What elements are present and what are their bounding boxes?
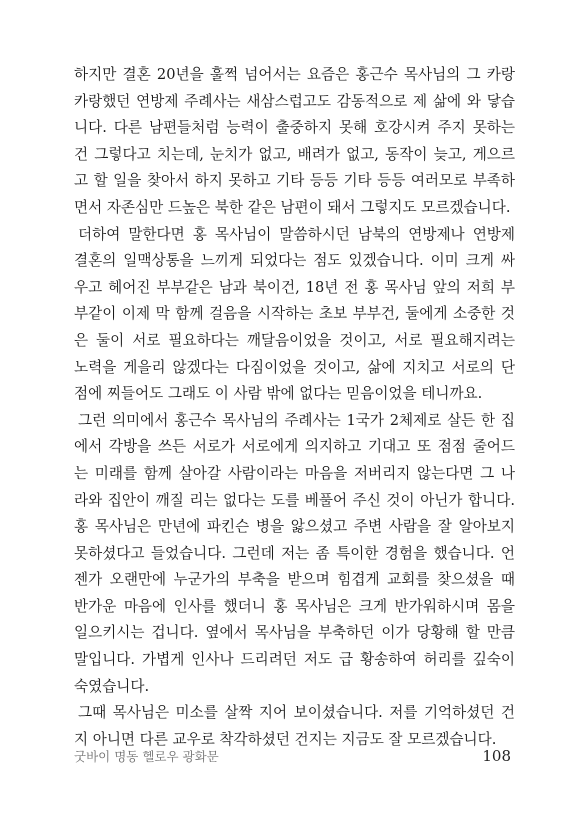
text-line: 은 둘이 서로 필요하다는 깨달음이었을 것이고, 서로 필요해지려는 [74, 331, 515, 349]
text-line: 우고 헤어진 부부같은 남과 북이건, 18년 전 홍 목사님 앞의 저희 부 [74, 278, 515, 296]
text-line: 건 그렇다고 치는데, 눈치가 없고, 배려가 없고, 동작이 늦고, 게으르 [74, 145, 515, 163]
text-line: 는 미래를 함께 살아갈 사람이라는 마음을 저버리지 않는다면 그 나 [74, 464, 515, 482]
text-line: 그런 의미에서 홍근수 목사님의 주례사는 1국가 2체제로 살든 한 집 [78, 411, 515, 429]
text-line: 에서 각방을 쓰든 서로가 서로에게 의지하고 기대고 또 점점 줄어드 [74, 438, 515, 456]
text-line: 반가운 마음에 인사를 했더니 홍 목사님은 크게 반가워하시며 몸을 [74, 597, 515, 615]
text-line: 결혼의 일맥상통을 느끼게 되었다는 점도 있겠습니다. 이미 크게 싸 [74, 252, 515, 270]
text-line: 점에 찌들어도 그래도 이 사람 밖에 없다는 믿음이었을 테니까요. [74, 385, 483, 403]
text-line: 고 할 일을 찾아서 하지 못하고 기타 등등 기타 등등 여러모로 부족하 [74, 172, 515, 190]
text-line: 더하여 말한다면 홍 목사님이 말씀하시던 남북의 연방제나 연방제 [78, 225, 515, 243]
page-footer [74, 747, 511, 765]
text-line: 지 아니면 다른 교우로 착각하셨던 건지는 지금도 잘 모르겠습니다. [74, 730, 497, 748]
text-line: 라와 집안이 깨질 리는 없다는 도를 베풀어 주신 것이 아닌가 합니다. [74, 491, 515, 509]
text-line: 부같이 이제 막 함께 걸음을 시작하는 초보 부부건, 둘에게 소중한 것 [74, 305, 515, 323]
text-line: 일으키시는 겁니다. 옆에서 목사님을 부축하던 이가 당황해 할 만큼 [74, 624, 515, 642]
text-line: 면서 자존심만 드높은 북한 같은 남편이 돼서 그렇지도 모르겠습니다. [74, 198, 511, 216]
text-line: 그때 목사님은 미소를 살짝 지어 보이셨습니다. 저를 기억하셨던 건 [78, 704, 515, 722]
body-text [74, 62, 515, 753]
text-line: 홍 목사님은 만년에 파킨슨 병을 앓으셨고 주변 사람을 잘 알아보지 [74, 518, 515, 536]
text-line: 말입니다. 가볍게 인사나 드리려던 저도 급 황송하여 허리를 깊숙이 [74, 651, 515, 669]
text-line: 니다. 다른 남편들처럼 능력이 출중하지 못해 호강시켜 주지 못하는 [74, 119, 515, 137]
text-line: 못하셨다고 들었습니다. 그런데 저는 좀 특이한 경험을 했습니다. 언 [74, 544, 515, 562]
page-number: 108 [482, 747, 511, 765]
text-line: 하지만 결혼 20년을 훌쩍 넘어서는 요즘은 홍근수 목사님의 그 카랑 [74, 66, 515, 83]
text-line: 젠가 오랜만에 누군가의 부축을 받으며 힘겹게 교회를 찾으셨을 때 [74, 571, 515, 589]
running-footer-title: 굿바이 명동 헬로우 광화문 [74, 749, 219, 764]
text-line: 노력을 게을리 않겠다는 다짐이었을 것이고, 삶에 지치고 서로의 단 [74, 358, 515, 376]
text-line: 숙였습니다. [74, 677, 150, 695]
text-line: 카랑했던 연방제 주례사는 새삼스럽고도 감동적으로 제 삶에 와 닿습 [74, 92, 515, 110]
